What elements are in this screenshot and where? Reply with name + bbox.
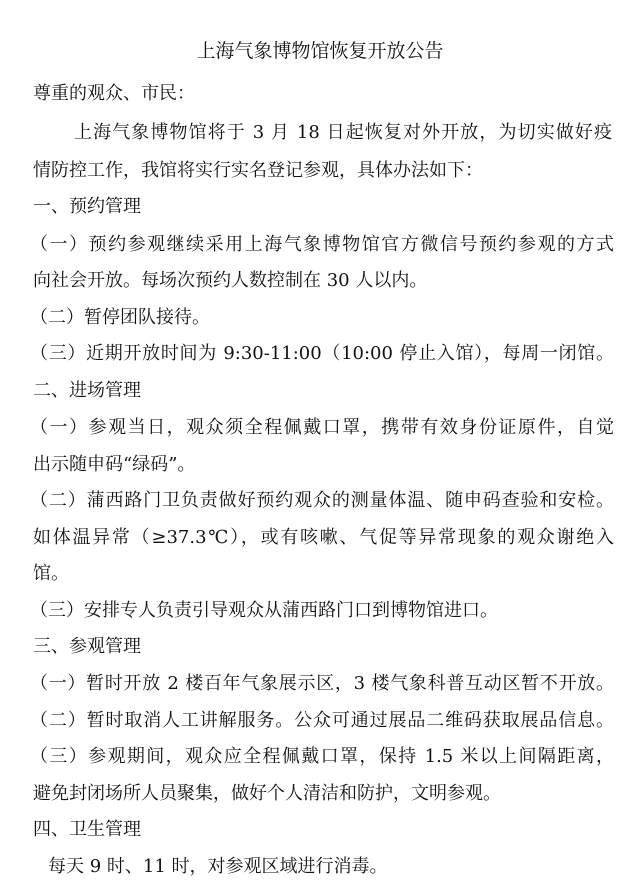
section-3-line-3: （三）参观期间，观众应全程佩戴口罩，保持 1.5 米以上间隔距离， <box>30 746 614 767</box>
section-2-line-1: （一）参观当日，观众须全程佩戴口罩，携带有效身份证原件，自觉 <box>30 417 614 438</box>
greeting: 尊重的观众、市民： <box>33 83 195 104</box>
section-3-line-1: （一）暂时开放 2 楼百年气象展示区，3 楼气象科普互动区暂不开放。 <box>30 673 614 694</box>
intro-line-1: 上海气象博物馆将于 3 月 18 日起恢复对外开放，为切实做好疫 <box>74 122 612 143</box>
section-1-line-1: （一）预约参观继续采用上海气象博物馆官方微信号预约参观的方式 <box>30 234 614 255</box>
section-heading-entry: 二、进场管理 <box>33 380 141 401</box>
section-2-line-4: 如体温异常（≥37.3℃），或有咳嗽、气促等异常现象的观众谢绝入 <box>33 527 614 548</box>
section-2-line-6: （三）安排专人负责引导观众从蒲西路门口到博物馆进口。 <box>30 600 498 621</box>
page-title: 上海气象博物馆恢复开放公告 <box>196 40 444 62</box>
section-2-line-3: （二）蒲西路门卫负责做好预约观众的测量体温、随申码查验和安检。 <box>30 490 614 511</box>
section-heading-visit: 三、参观管理 <box>33 636 141 657</box>
section-3-line-4: 避免封闭场所人员聚集，做好个人清洁和防护，文明参观。 <box>33 783 501 804</box>
section-1-line-2: 向社会开放。每场次预约人数控制在 30 人以内。 <box>33 270 428 291</box>
section-3-line-2: （二）暂时取消人工讲解服务。公众可通过展品二维码获取展品信息。 <box>30 710 614 731</box>
section-4-line-1: 每天 9 时、11 时，对参观区域进行消毒。 <box>48 856 388 877</box>
section-heading-reservation: 一、预约管理 <box>33 196 141 217</box>
section-1-line-3: （二）暂停团队接待。 <box>30 307 210 328</box>
intro-line-2: 情防控工作，我馆将实行实名登记参观，具体办法如下： <box>33 160 483 181</box>
section-2-line-5: 馆。 <box>33 563 69 584</box>
section-heading-hygiene: 四、卫生管理 <box>33 819 141 840</box>
section-1-line-4: （三）近期开放时间为 9:30-11:00（10:00 停止入馆），每周一闭馆。 <box>30 343 614 364</box>
section-2-line-2: 出示随申码“绿码”。 <box>33 454 196 475</box>
